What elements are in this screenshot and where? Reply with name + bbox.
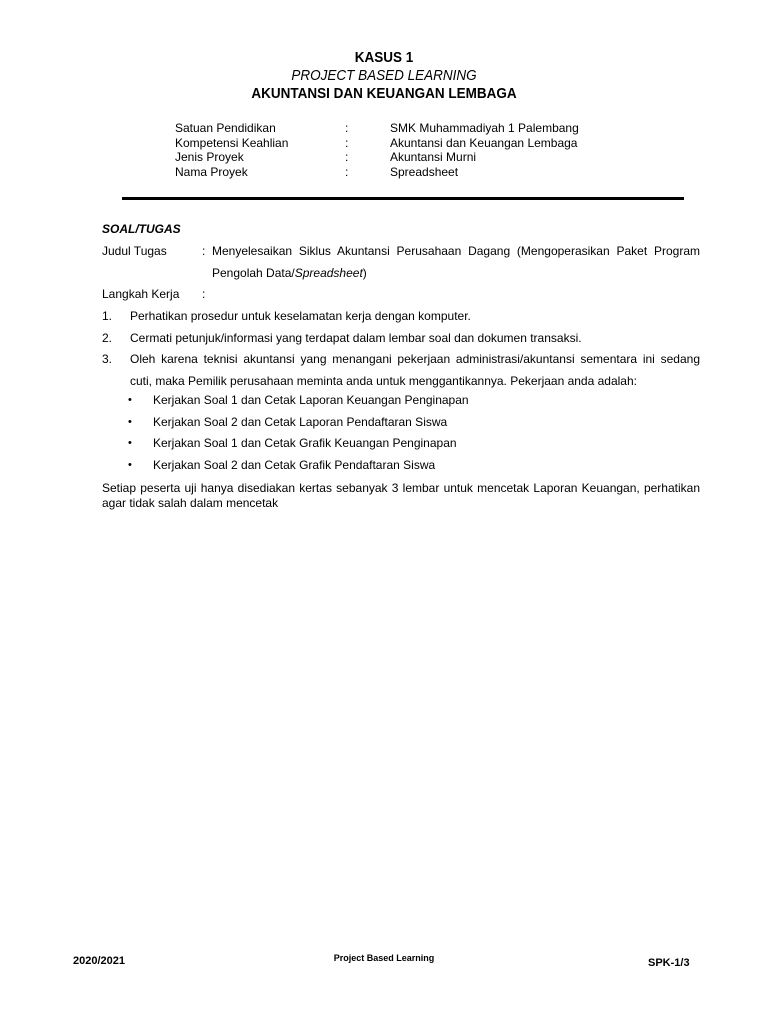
info-value: Akuntansi dan Keuangan Lembaga <box>390 135 578 150</box>
work-steps-label: Langkah Kerja <box>102 287 180 301</box>
list-item-text: Kerjakan Soal 1 dan Cetak Grafik Keuangan Penginapan <box>153 436 457 451</box>
step-text: Cermati petunjuk/informasi yang terdapat dalam lembar soal dan dokumen transaksi. <box>130 331 582 345</box>
step-number: 2. <box>102 331 113 345</box>
program-title: PROJECT BASED LEARNING <box>291 67 477 84</box>
task-title-text: Menyelesaikan Siklus Akuntansi Perusahaan Dagang (Mengoperasikan Paket Program Pengolah Data/ <box>212 244 700 280</box>
list-item <box>128 412 688 434</box>
task-bullet-list <box>128 390 688 477</box>
info-colon: : <box>345 135 349 150</box>
section-heading: SOAL/TUGAS <box>102 222 181 236</box>
step-text: Oleh karena teknisi akuntansi yang menangani pekerjaan administrasi/akuntansi sementara ini sedang cuti, maka Pemilik perusahaan meminta anda untuk menggantikannya. Pekerjaan anda adalah: <box>130 352 700 388</box>
task-title-label: Judul Tugas <box>102 244 167 258</box>
bullet-icon: • <box>128 437 132 450</box>
info-colon: : <box>345 164 349 179</box>
step-item <box>102 348 700 392</box>
info-label: Nama Proyek <box>175 164 248 179</box>
step-item <box>102 327 700 349</box>
info-label: Satuan Pendidikan <box>175 121 276 135</box>
bullet-icon: • <box>128 394 132 406</box>
footer-title: Project Based Learning <box>333 953 435 963</box>
list-item <box>128 390 688 412</box>
document-title <box>0 49 768 103</box>
info-label: Jenis Proyek <box>175 150 244 164</box>
info-row <box>175 121 595 136</box>
step-item <box>102 305 700 327</box>
task-title-italic: Spreadsheet <box>294 266 363 280</box>
list-item <box>128 455 688 477</box>
info-value: Akuntansi Murni <box>390 150 477 164</box>
list-item-text: Kerjakan Soal 1 dan Cetak Laporan Keuangan Penginapan <box>153 393 469 407</box>
task-title-colon: : <box>202 244 206 258</box>
info-label: Kompetensi Keahlian <box>175 135 289 150</box>
list-item-text: Kerjakan Soal 2 dan Cetak Grafik Pendaftaran Siswa <box>153 458 436 473</box>
info-colon: : <box>345 150 349 164</box>
footer-year: 2020/2021 <box>73 955 125 967</box>
info-value: SMK Muhammadiyah 1 Palembang <box>390 121 579 135</box>
horizontal-divider <box>122 197 684 200</box>
list-item-text: Kerjakan Soal 2 dan Cetak Laporan Pendaftaran Siswa <box>153 414 448 429</box>
info-row <box>175 150 595 165</box>
footer-page-code: SPK-1/3 <box>648 957 690 969</box>
info-row <box>175 136 595 151</box>
department-title: AKUNTANSI DAN KEUANGAN LEMBAGA <box>251 85 517 102</box>
bullet-icon: • <box>128 459 132 472</box>
project-info-table <box>175 121 595 179</box>
step-number: 3. <box>102 352 113 366</box>
closing-note: Setiap peserta uji hanya disediakan kertas sebanyak 3 lembar untuk mencetak Laporan Keuangan, perhatikan agar tidak salah dalam mencetak <box>102 481 700 510</box>
info-value: Spreadsheet <box>390 164 459 179</box>
work-steps-colon: : <box>202 287 206 301</box>
info-row <box>175 165 595 180</box>
step-text: Perhatikan prosedur untuk keselamatan kerja dengan komputer. <box>130 309 471 323</box>
list-item <box>128 433 688 455</box>
case-number: KASUS 1 <box>354 49 414 66</box>
task-title-end: ) <box>362 266 367 280</box>
task-title-value <box>212 240 700 284</box>
info-colon: : <box>345 121 349 135</box>
step-number: 1. <box>102 309 113 323</box>
bullet-icon: • <box>128 415 132 428</box>
